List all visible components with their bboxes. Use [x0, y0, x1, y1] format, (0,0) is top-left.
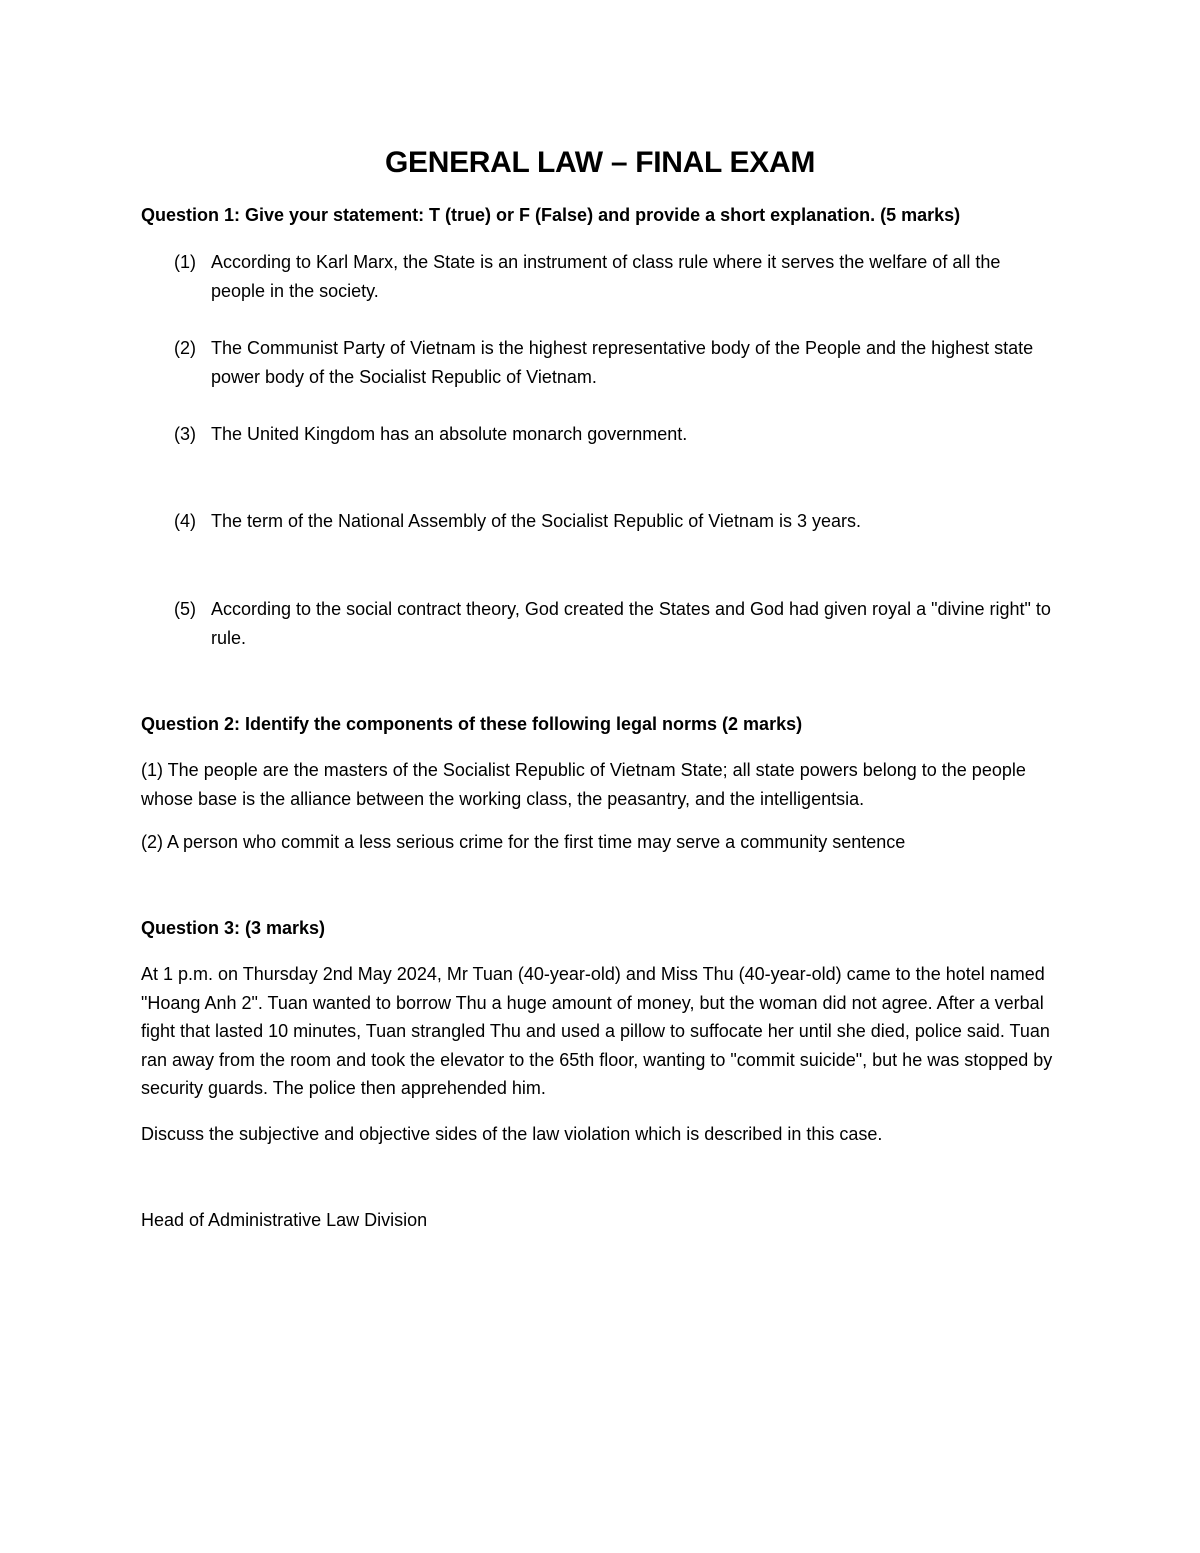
item-text: According to the social contract theory, God created the States and God had given royal a "divine right" to rule.	[211, 599, 1051, 648]
question-1-item-3	[174, 420, 1054, 449]
question-3-heading: Question 3: (3 marks)	[141, 918, 326, 938]
item-text: According to Karl Marx, the State is an instrument of class rule where it serves the welfare of all the people in the society.	[211, 252, 1001, 301]
item-number: (2)	[174, 338, 196, 358]
question-3-case-text: At 1 p.m. on Thursday 2nd May 2024, Mr Tuan (40-year-old) and Miss Thu (40-year-old) came to the hotel named "Hoang Anh 2". Tuan wanted to borrow Thu a huge amount of money, but the woman did not agree. After a verbal fight that lasted 10 minutes, Tuan strangled Thu and used a pillow to suffocate her until she died, police said. Tuan ran away from the room and took the elevator to the 65th floor, wanting to "commit suicide", but he was stopped by security guards. The police then apprehended him.	[141, 964, 1053, 1098]
item-number: (1)	[174, 252, 196, 272]
exam-title: GENERAL LAW – FINAL EXAM	[384, 146, 816, 179]
question-2-heading: Question 2: Identify the components of these following legal norms (2 marks)	[141, 714, 803, 734]
item-number: (4)	[174, 511, 196, 531]
signature-line: Head of Administrative Law Division	[141, 1210, 428, 1230]
question-3-task: Discuss the subjective and objective sides of the law violation which is described in this case.	[141, 1124, 883, 1144]
question-2-norm-2: (2) A person who commit a less serious crime for the first time may serve a community sentence	[141, 832, 906, 852]
question-1-item-5	[174, 595, 1054, 653]
item-text: The Communist Party of Vietnam is the highest representative body of the People and the highest state power body of the Socialist Republic of Vietnam.	[211, 338, 1034, 387]
item-number: (5)	[174, 599, 196, 619]
item-text: The term of the National Assembly of the Socialist Republic of Vietnam is 3 years.	[211, 511, 861, 531]
question-1-item-4	[174, 507, 1054, 536]
item-number: (3)	[174, 424, 196, 444]
question-1-heading: Question 1: Give your statement: T (true) or F (False) and provide a short explanation. (5 marks)	[141, 205, 961, 225]
item-text: The United Kingdom has an absolute monarch government.	[211, 424, 688, 444]
question-2-norm-1: (1) The people are the masters of the Socialist Republic of Vietnam State; all state powers belong to the people whose base is the alliance between the working class, the peasantry, and the intelligentsia.	[141, 760, 1026, 809]
question-1-item-2	[174, 334, 1054, 392]
question-1-item-1	[174, 248, 1054, 306]
